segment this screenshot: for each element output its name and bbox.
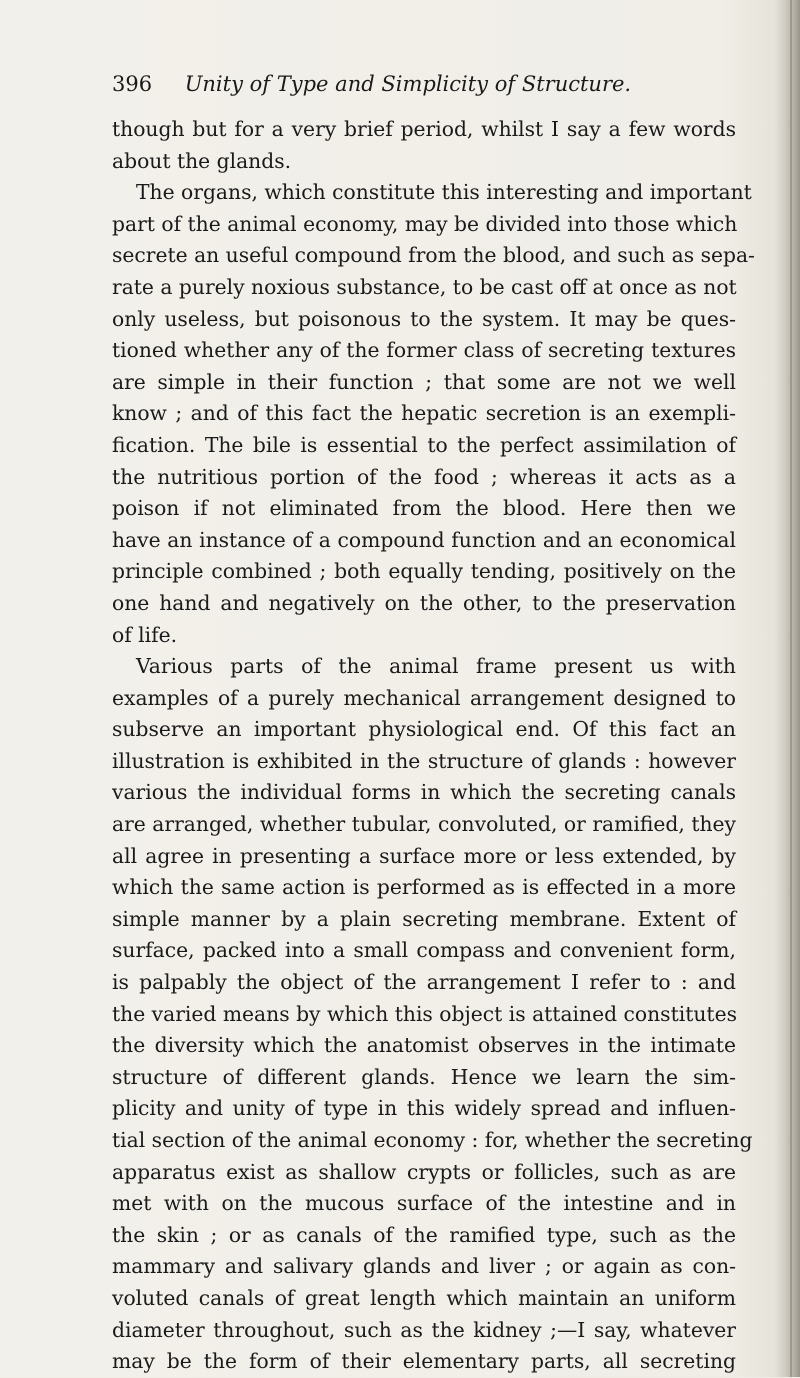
text-line: examples of a purely mechanical arrangement designed to	[112, 685, 736, 710]
page-edge-line	[790, 0, 792, 1377]
text-line: are arranged, whether tubular, convoluted, or ramified, they	[112, 812, 736, 837]
text-line: know ; and of this fact the hepatic secretion is an exempli-	[112, 401, 736, 426]
running-title	[185, 72, 631, 96]
text-line: poison if not eliminated from the blood. Here then we	[112, 496, 736, 521]
text-line: simple manner by a plain secreting membrane. Extent of	[112, 906, 736, 931]
running-header	[112, 68, 732, 100]
text-line: Various parts of the animal frame present us with	[136, 654, 736, 679]
text-line: about the glands.	[112, 148, 292, 173]
text-line: though but for a very brief period, whilst I say a few words	[112, 117, 736, 141]
running-title-word: Structure.	[521, 72, 632, 96]
text-line: met with on the mucous surface of the intestine and in	[112, 1191, 736, 1216]
text-line: various the individual forms in which the secreting canals	[112, 780, 736, 805]
running-title-word: and	[335, 72, 375, 96]
text-line: secrete an useful compound from the blood, and such as sepa-	[112, 243, 755, 268]
text-line: fication. The bile is essential to the perfect assimilation of	[112, 432, 736, 457]
text-line: the varied means by which this object is attained constitutes	[112, 1001, 737, 1026]
text-line: may be the form of their elementary parts, all secreting	[112, 1349, 736, 1374]
text-line: all agree in presenting a surface more or less extended, by	[112, 843, 736, 868]
page-edge-shadow	[774, 0, 800, 1377]
text-line: structure of different glands. Hence we learn the sim-	[112, 1064, 736, 1089]
text-line: are simple in their function ; that some are not we well	[112, 369, 736, 394]
text-line: only useless, but poisonous to the system. It may be ques-	[112, 306, 736, 331]
text-line: plicity and unity of type in this widely spread and influen-	[112, 1096, 736, 1121]
text-line: illustration is exhibited in the structure of glands : however	[112, 748, 736, 773]
page-number: 396	[112, 72, 153, 96]
text-line: part of the animal economy, may be divided into those which	[112, 211, 738, 236]
text-line: tial section of the animal economy : for, whether the secreting	[112, 1128, 753, 1152]
text-line: apparatus exist as shallow crypts or follicles, such as are	[112, 1159, 736, 1184]
text-line: of life.	[112, 622, 178, 647]
text-line: surface, packed into a small compass and convenient form,	[112, 938, 736, 963]
text-line: the nutritious portion of the food ; whereas it acts as a	[112, 464, 736, 489]
text-line: voluted canals of great length which maintain an uniform	[112, 1285, 736, 1310]
text-line: which the same action is performed as is effected in a more	[112, 875, 736, 900]
text-line: the skin ; or as canals of the ramified type, such as the	[112, 1222, 736, 1247]
running-title-word: Simplicity	[381, 72, 489, 96]
running-title-word: Type	[276, 72, 329, 96]
text-line: tioned whether any of the former class of secreting textures	[112, 338, 736, 363]
text-line: the diversity which the anatomist observes in the intimate	[112, 1033, 736, 1058]
running-title-word: of	[249, 72, 271, 96]
text-line: The organs, which constitute this interesting and important	[136, 180, 752, 205]
text-line: diameter throughout, such as the kidney ;—I say, whatever	[112, 1317, 736, 1342]
body-text	[112, 114, 755, 1378]
text-line: principle combined ; both equally tending, positively on the	[112, 559, 736, 584]
running-title-word: Unity	[184, 72, 243, 96]
running-title-word: of	[494, 72, 516, 96]
text-line: have an instance of a compound function and an economical	[112, 527, 736, 552]
text-line: rate a purely noxious substance, to be cast off at once as not	[112, 274, 737, 299]
text-line: subserve an important physiological end. Of this fact an	[112, 717, 736, 742]
text-line: one hand and negatively on the other, to the preservation	[112, 590, 736, 615]
text-line: is palpably the object of the arrangement I refer to : and	[112, 970, 736, 995]
text-line: mammary and salivary glands and liver ; or again as con-	[112, 1254, 736, 1279]
